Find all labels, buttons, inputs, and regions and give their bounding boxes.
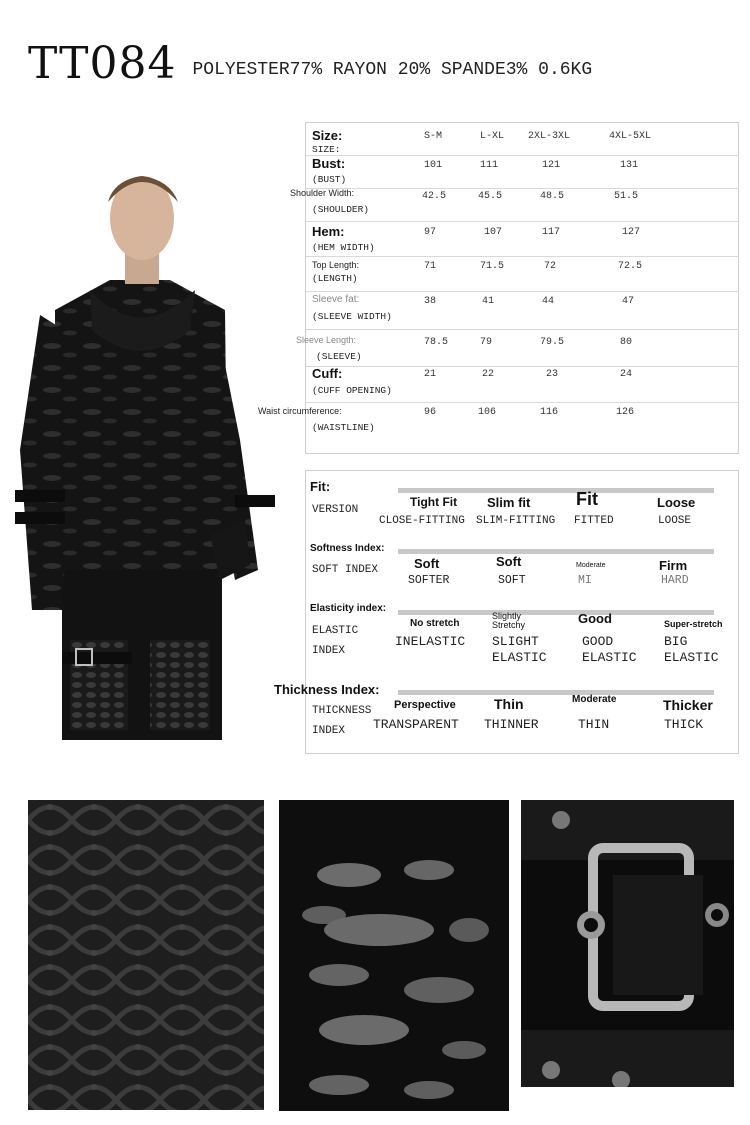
row-label: Shoulder Width: <box>290 188 355 198</box>
index-option-sub: SOFT <box>498 574 526 587</box>
size-value: 107 <box>484 227 503 238</box>
size-value: 71 <box>424 261 437 272</box>
size-value: S-M <box>424 131 443 142</box>
size-value: 101 <box>424 160 443 171</box>
size-value: 96 <box>424 407 437 418</box>
index-scale-bar <box>398 549 714 554</box>
index-label-sub: INDEX <box>312 725 346 737</box>
size-row <box>306 256 738 292</box>
index-option-sub: THICK <box>664 717 704 732</box>
size-value: 97 <box>424 227 437 238</box>
index-label: Softness Index: <box>310 543 385 554</box>
size-row <box>296 329 738 367</box>
index-option: Slightly Stretchy <box>492 611 526 631</box>
row-label-sub: (SLEEVE WIDTH) <box>312 311 392 322</box>
fabric-index-panel <box>274 470 739 754</box>
index-option-sub: ELASTIC <box>664 650 719 665</box>
size-value: 126 <box>616 407 635 418</box>
index-option-sub: THIN <box>578 717 610 732</box>
row-label-sub: (SHOULDER) <box>312 204 370 215</box>
size-row <box>306 221 738 257</box>
row-label: Size: <box>312 128 343 143</box>
row-label-sub: SIZE: <box>312 144 341 155</box>
index-label-sub: INDEX <box>312 645 346 657</box>
index-option-sub: MI <box>578 574 592 587</box>
row-label: Top Length: <box>312 260 360 270</box>
row-label-sub: (CUFF OPENING) <box>312 385 392 396</box>
index-scale-bar <box>398 610 714 615</box>
row-label-sub: (HEM WIDTH) <box>312 242 375 253</box>
size-value: 41 <box>482 296 495 307</box>
index-option-sub: LOOSE <box>658 515 692 527</box>
row-label: Sleeve fat: <box>312 294 360 305</box>
fabric-holes-detail-photo <box>279 800 509 1111</box>
size-value: 47 <box>622 296 635 307</box>
index-option-selected: Fit <box>576 489 598 509</box>
material-info: POLYESTER77% RAYON 20% SPANDE3% 0.6KG <box>192 60 593 80</box>
index-option-sub: SLIM-FITTING <box>476 515 556 527</box>
size-row <box>290 188 738 222</box>
size-chart <box>258 122 739 454</box>
row-label-sub: (BUST) <box>312 174 347 185</box>
index-option-sub: ELASTIC <box>492 650 547 665</box>
size-value: 121 <box>542 160 561 171</box>
index-option: Firm <box>659 558 688 573</box>
index-option: Good <box>578 611 612 626</box>
size-value: 51.5 <box>614 191 639 202</box>
model-photo <box>0 140 300 740</box>
size-value: 23 <box>546 369 559 380</box>
index-option-sub: SLIGHT <box>492 634 539 649</box>
index-option: Super-stretch <box>664 619 723 629</box>
size-value: 72 <box>544 261 557 272</box>
index-option-sub: TRANSPARENT <box>373 717 459 732</box>
index-option: No stretch <box>410 618 460 629</box>
index-scale-bar <box>398 488 714 493</box>
index-label-sub: THICKNESS <box>312 705 372 717</box>
size-value: 45.5 <box>478 191 503 202</box>
size-value: 79 <box>480 337 493 348</box>
size-value: 71.5 <box>480 261 505 272</box>
index-option: Slim fit <box>487 495 531 510</box>
index-option: Loose <box>657 495 696 510</box>
product-header <box>28 38 592 89</box>
size-value: 116 <box>540 407 559 418</box>
size-value: 44 <box>542 296 555 307</box>
size-value: 24 <box>620 369 633 380</box>
index-option-sub: FITTED <box>574 515 614 527</box>
size-value: 111 <box>480 160 499 171</box>
index-label-sub: ELASTIC <box>312 625 359 637</box>
size-value: 127 <box>622 227 641 238</box>
index-option-sub: CLOSE-FITTING <box>379 515 465 527</box>
index-option: Soft <box>496 554 522 569</box>
size-value: 78.5 <box>424 337 449 348</box>
size-value: 42.5 <box>422 191 447 202</box>
size-value: 106 <box>478 407 497 418</box>
size-value: 21 <box>424 369 437 380</box>
size-value: 22 <box>482 369 495 380</box>
row-label: Sleeve Length: <box>296 335 357 345</box>
index-option: Moderate <box>572 694 617 705</box>
row-label-sub: (LENGTH) <box>312 273 358 284</box>
size-row <box>306 366 738 403</box>
size-value: 79.5 <box>540 337 565 348</box>
size-value: 2XL-3XL <box>528 131 571 142</box>
buckle-detail-photo <box>521 800 734 1087</box>
index-option-sub: SOFTER <box>408 574 450 587</box>
row-label-sub: (SLEEVE) <box>316 351 362 362</box>
row-label: Cuff: <box>312 366 343 381</box>
size-value: 4XL-5XL <box>609 131 652 142</box>
size-value: 80 <box>620 337 633 348</box>
index-option: Tight Fit <box>410 495 458 509</box>
row-label-sub: (WAISTLINE) <box>312 422 375 433</box>
size-value: 48.5 <box>540 191 565 202</box>
size-row <box>258 402 738 440</box>
row-label: Waist circumference: <box>258 406 342 416</box>
index-label-sub: VERSION <box>312 504 359 516</box>
index-option: Moderate <box>576 562 606 569</box>
size-value: 72.5 <box>618 261 643 272</box>
product-code: TT084 <box>28 38 177 89</box>
index-label: Thickness Index: <box>274 682 380 697</box>
index-option-sub: GOOD <box>582 634 614 649</box>
index-option-sub: HARD <box>661 574 689 587</box>
index-option-sub: BIG <box>664 634 688 649</box>
size-value: 38 <box>424 296 437 307</box>
index-label: Fit: <box>310 479 331 494</box>
index-label: Elasticity index: <box>310 603 387 614</box>
index-option-sub: ELASTIC <box>582 650 637 665</box>
size-row <box>306 155 738 189</box>
index-label-sub: SOFT INDEX <box>312 564 379 576</box>
size-value: 117 <box>542 227 561 238</box>
row-label: Bust: <box>312 156 346 171</box>
index-option-sub: THINNER <box>484 717 539 732</box>
size-value: 131 <box>620 160 639 171</box>
index-option: Perspective <box>394 699 456 711</box>
size-row <box>306 291 738 330</box>
index-option: Soft <box>414 556 440 571</box>
index-scale-bar <box>398 690 714 695</box>
index-option-sub: INELASTIC <box>395 634 466 649</box>
index-option: Thicker <box>663 697 713 713</box>
row-label: Hem: <box>312 224 345 239</box>
index-option: Thin <box>494 696 524 712</box>
size-row <box>306 123 738 156</box>
fabric-net-detail-photo <box>28 800 264 1110</box>
size-value: L-XL <box>480 131 505 142</box>
